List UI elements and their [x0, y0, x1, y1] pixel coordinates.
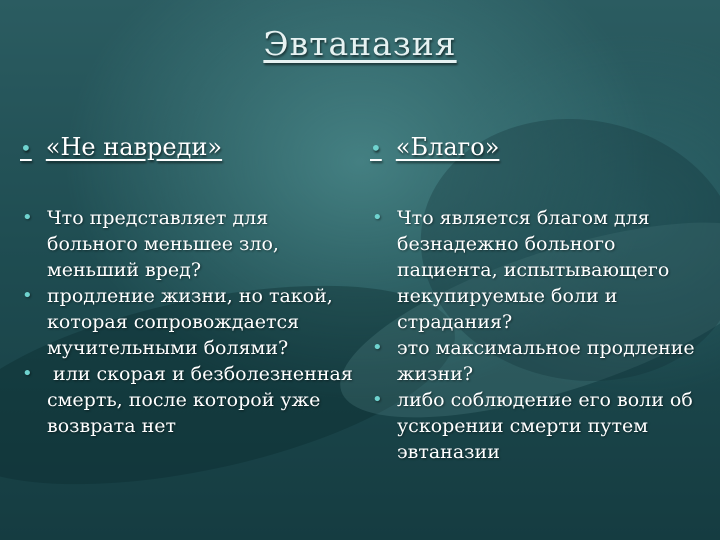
slide-title: Эвтаназия [263, 24, 457, 63]
list-item [370, 387, 715, 465]
right-bullet-list [370, 205, 715, 465]
list-item [20, 205, 355, 283]
bullet-icon: • [372, 207, 383, 228]
list-item [20, 283, 355, 361]
right-heading-text: «Благо» [395, 133, 500, 161]
right-heading [370, 133, 499, 161]
left-heading-text: «Не навреди» [45, 133, 223, 161]
bullet-icon: • [372, 389, 383, 410]
bullet-icon: • [22, 207, 33, 228]
list-item [370, 335, 715, 387]
list-item-text: Что является благом для безнадежно больного пациента, испытывающего некупируемые боли и страдания? [397, 207, 670, 333]
bullet-icon: • [20, 136, 32, 160]
bullet-icon: • [370, 136, 382, 160]
bullet-icon: • [372, 337, 383, 358]
left-heading [20, 133, 222, 161]
list-item-text: продление жизни, но такой, которая сопровождается мучительными болями? [47, 285, 333, 359]
bullet-icon: • [22, 285, 33, 306]
left-bullet-list [20, 205, 359, 439]
list-item [20, 361, 359, 439]
list-item-text: это максимальное продление жизни? [397, 337, 695, 385]
list-item-text: или скорая и безболезненная смерть, после которой уже возврата нет [47, 363, 359, 437]
list-item-text: Что представляет для больного меньшее зло, меньший вред? [47, 207, 279, 281]
bullet-icon: • [22, 363, 33, 384]
list-item [370, 205, 715, 335]
list-item-text: либо соблюдение его воли об ускорении смерти путем эвтаназии [397, 389, 693, 463]
